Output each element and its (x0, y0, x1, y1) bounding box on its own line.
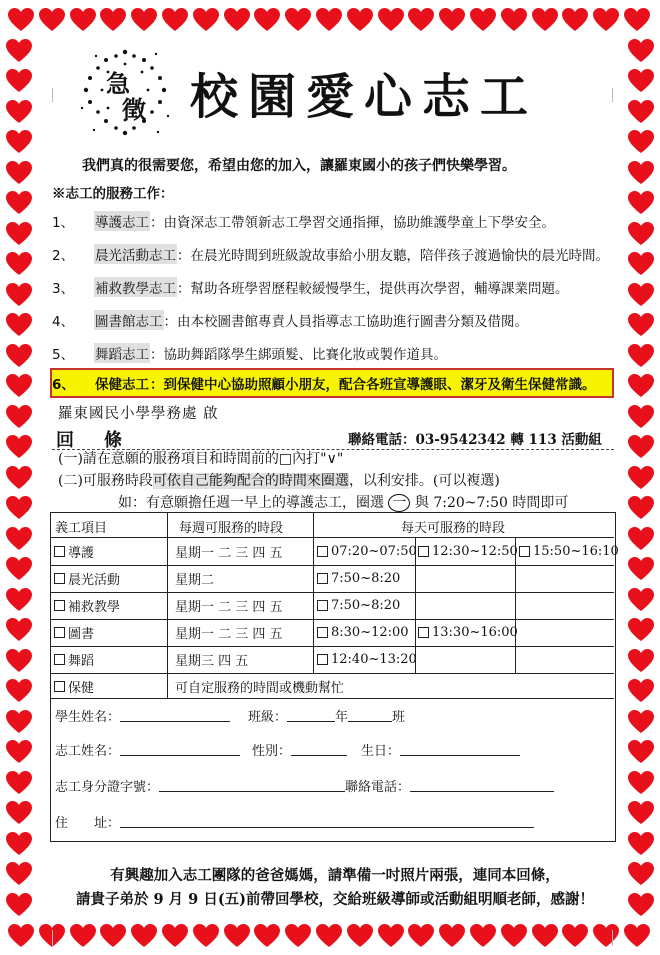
time-slot: 15:50~16:10 (533, 544, 619, 559)
margin-mark (612, 88, 613, 102)
table-row-week (175, 539, 283, 564)
example-circled: 一 (388, 494, 410, 512)
heart-icon (628, 283, 654, 307)
heart-icon (162, 924, 188, 948)
heart-icon (224, 924, 250, 948)
table-row-item (54, 539, 94, 564)
table-row-item (54, 566, 120, 591)
note-2-a: (二)可服務時段 (58, 473, 153, 489)
student-name-label: 學生姓名： (55, 709, 121, 725)
heart-icon (6, 191, 32, 215)
example-note (118, 492, 568, 512)
service-desc: ：由本校圖書館專責人員指導志工協助進行圖書分類及借閱。 (163, 314, 528, 330)
volunteer-name-input[interactable] (120, 742, 240, 756)
checkbox-icon[interactable] (54, 627, 65, 638)
week-options[interactable]: 星期三 四 五 (175, 654, 249, 669)
header-week: 每週可服務的時段 (179, 520, 284, 536)
heart-icon (628, 679, 654, 703)
heart-icon (624, 8, 650, 32)
birthday-label: 生日： (361, 743, 401, 759)
heart-icon (628, 771, 654, 795)
table-line (51, 537, 614, 538)
checkbox-icon[interactable] (418, 546, 429, 557)
checkbox-icon[interactable] (317, 627, 328, 638)
heart-icon (6, 496, 32, 520)
page-title: 校園愛心志工 (190, 69, 539, 125)
service-item-label: 圖書 (68, 627, 95, 642)
heart-icon (628, 710, 654, 734)
intro-text: 我們真的很需要您，希望由您的加入，讓羅東國小的孩子們快樂學習。 (82, 158, 516, 174)
table-row-item (54, 647, 94, 672)
service-item-label: 補救教學 (68, 600, 121, 615)
heart-icon (6, 893, 32, 917)
service-name: 補救教學志工 (94, 277, 177, 297)
contact-phone: 聯絡電話：03-9542342 轉 113 活動組 (348, 432, 602, 448)
heart-icon (8, 8, 34, 32)
heart-icon (628, 557, 654, 581)
margin-mark (612, 930, 613, 946)
table-row-time-3 (519, 539, 619, 564)
heart-icon (193, 924, 219, 948)
time-slot: 07:20~07:50 (331, 544, 417, 559)
class-label: 班級： (248, 709, 288, 725)
heart-icon (6, 161, 32, 185)
note-2-c: ，以利安排。(可以複選) (348, 473, 500, 489)
table-row-week (175, 620, 283, 645)
checkbox-icon[interactable] (317, 573, 328, 584)
heart-icon (6, 862, 32, 886)
heart-icon (628, 39, 654, 63)
time-slot: 7:50~8:20 (331, 571, 401, 586)
receipt-title: 回條 (56, 430, 152, 451)
heart-icon (593, 8, 619, 32)
heart-icon (501, 924, 527, 948)
heart-icon (624, 924, 650, 948)
heart-icon (6, 771, 32, 795)
heart-icon (347, 8, 373, 32)
heart-icon (628, 405, 654, 429)
table-row-week (175, 647, 248, 672)
heart-icon (100, 924, 126, 948)
table-row-time-2 (418, 620, 518, 645)
service-desc: ：由資深志工帶領新志工學習交通指揮，協助維護學童上下學安全。 (150, 215, 555, 231)
checkbox-icon[interactable] (317, 546, 328, 557)
service-item (52, 209, 555, 233)
gender-input[interactable] (291, 742, 347, 756)
heart-icon (6, 130, 32, 154)
address-row (55, 807, 534, 835)
service-item-label: 保健 (68, 681, 95, 696)
heart-icon (628, 344, 654, 368)
service-desc: ：協助舞蹈隊學生綁頭髮、比賽化妝或製作道具。 (150, 347, 447, 363)
table-line (313, 513, 314, 673)
service-item (52, 371, 596, 395)
week-options[interactable]: 星期一 二 三 四 五 (175, 627, 283, 642)
address-label: 住 址： (55, 815, 121, 831)
heart-icon (532, 924, 558, 948)
heart-icon (6, 466, 32, 490)
service-item (52, 275, 569, 299)
heart-icon (628, 588, 654, 612)
footer-line-1: 有興趣加入志工團隊的爸爸媽媽，請準備一吋照片兩張，連同本回條， (110, 867, 560, 884)
heart-icon (628, 252, 654, 276)
heart-icon (162, 8, 188, 32)
week-options[interactable]: 星期二 (175, 573, 215, 588)
table-row-item (54, 674, 94, 699)
heart-icon (6, 222, 32, 246)
heart-icon (6, 405, 32, 429)
heart-icon (6, 283, 32, 307)
service-number: 2、 (52, 248, 75, 264)
heart-icon (628, 435, 654, 459)
id-row (55, 771, 554, 799)
grade-input[interactable] (287, 708, 335, 722)
table-row-time-2 (418, 539, 518, 564)
week-options[interactable]: 可自定服務的時間或機動幫忙 (175, 681, 345, 696)
heart-icon (193, 8, 219, 32)
heart-icon (6, 435, 32, 459)
service-item-label: 導護 (68, 546, 95, 561)
header-day: 每天可服務的時段 (401, 520, 506, 536)
time-slot: 7:50~8:20 (331, 598, 401, 613)
checkbox-icon[interactable] (519, 546, 530, 557)
note-2 (58, 470, 500, 490)
id-input[interactable] (159, 778, 345, 792)
checkbox-icon[interactable] (54, 546, 65, 557)
address-input[interactable] (120, 814, 534, 828)
heart-icon (70, 8, 96, 32)
heart-icon (628, 801, 654, 825)
phone-input[interactable] (410, 778, 554, 792)
checkbox-icon[interactable] (54, 681, 65, 692)
service-number: 6、 (52, 377, 75, 393)
table-row-week (175, 674, 344, 699)
heart-icon (254, 924, 280, 948)
table-line (167, 513, 168, 698)
heart-icon (70, 924, 96, 948)
heart-icon (439, 924, 465, 948)
heart-icon (6, 527, 32, 551)
time-slot: 12:30~12:50 (432, 544, 518, 559)
checkbox-icon[interactable] (54, 573, 65, 584)
student-name-row (55, 701, 405, 729)
checkbox-icon[interactable] (317, 600, 328, 611)
service-name: 舞蹈志工 (94, 343, 150, 363)
heart-icon (408, 924, 434, 948)
grade-label: 年 (335, 709, 349, 725)
service-desc: ：在晨光時間到班級說故事給小朋友聽，陪伴孩子渡過愉快的晨光時間。 (177, 248, 609, 264)
heart-icon (6, 618, 32, 642)
service-number: 1、 (52, 215, 75, 231)
heart-icon (6, 588, 32, 612)
birthday-input[interactable] (400, 742, 520, 756)
table-row-item (54, 593, 120, 618)
signature: 羅東國民小學學務處 啟 (58, 406, 219, 422)
time-slot: 13:30~16:00 (432, 625, 518, 640)
table-row-week (175, 566, 214, 591)
heart-icon (347, 924, 373, 948)
heart-icon (6, 344, 32, 368)
margin-mark (52, 88, 53, 102)
service-item-label: 晨光活動 (68, 573, 121, 588)
phone-label: 聯絡電話： (345, 779, 411, 795)
heart-icon (562, 924, 588, 948)
volunteer-name-row (55, 735, 520, 763)
checkbox-icon[interactable] (54, 600, 65, 611)
checkbox-icon[interactable] (418, 627, 429, 638)
heart-icon (131, 8, 157, 32)
heart-icon (470, 8, 496, 32)
heart-icon (562, 8, 588, 32)
heart-icon (285, 924, 311, 948)
heart-icon (6, 710, 32, 734)
heart-icon (8, 924, 34, 948)
services-heading: ※志工的服務工作： (52, 186, 174, 202)
table-row-time-1 (317, 566, 400, 591)
heart-icon (408, 8, 434, 32)
heart-icon (378, 8, 404, 32)
service-item (52, 242, 609, 266)
volunteer-form-table (50, 512, 619, 842)
heart-icon (628, 466, 654, 490)
heart-icon (628, 740, 654, 764)
heart-icon (316, 8, 342, 32)
footer-line-2: 請貴子弟於 9 月 9 日(五)前帶回學校，交給班級導師或活動組明順老師，感謝！ (75, 891, 595, 908)
heart-icon (439, 8, 465, 32)
checkbox-icon[interactable] (317, 654, 328, 665)
checkbox-icon[interactable] (54, 654, 65, 665)
heart-icon (532, 8, 558, 32)
gender-label: 性別： (252, 743, 292, 759)
service-number: 5、 (52, 347, 75, 363)
service-number: 4、 (52, 314, 75, 330)
heart-icon (254, 8, 280, 32)
heart-icon (628, 527, 654, 551)
heart-icon (285, 8, 311, 32)
margin-mark (52, 930, 53, 946)
heart-icon (628, 161, 654, 185)
stamp-char-1: 急 (106, 70, 130, 98)
heart-icon (628, 130, 654, 154)
example-a: 如：有意願擔任週一早上的導護志工，圈選 (118, 495, 384, 511)
heart-icon (6, 801, 32, 825)
heart-icon (628, 222, 654, 246)
heart-icon (6, 832, 32, 856)
heart-icon (501, 8, 527, 32)
id-label: 志工身分證字號： (55, 779, 160, 795)
heart-icon (224, 8, 250, 32)
service-name: 晨光活動志工 (94, 244, 177, 264)
heart-icon (6, 39, 32, 63)
footer-note (52, 864, 618, 912)
heart-icon (378, 924, 404, 948)
heart-icon (628, 191, 654, 215)
note-2-b: 可依自己能夠配合的時間來圈選 (152, 473, 349, 489)
example-b: 與 7:20~7:50 時間即可 (414, 495, 569, 511)
service-item-label: 舞蹈 (68, 654, 95, 669)
table-row-time-1 (317, 593, 400, 618)
table-row-time-1 (317, 539, 417, 564)
table-row-item (54, 620, 94, 645)
starburst-icon (76, 46, 174, 138)
heart-icon (470, 924, 496, 948)
heart-icon (6, 69, 32, 93)
service-number: 3、 (52, 281, 75, 297)
heart-icon (628, 618, 654, 642)
heart-icon (6, 679, 32, 703)
heart-icon (6, 100, 32, 124)
heart-icon (39, 8, 65, 32)
heart-icon (628, 832, 654, 856)
class-suffix: 班 (392, 709, 406, 725)
week-options[interactable]: 星期一 二 三 四 五 (175, 546, 283, 561)
heart-icon (593, 924, 619, 948)
time-slot: 8:30~12:00 (331, 625, 409, 640)
heart-icon (6, 649, 32, 673)
service-name: 圖書館志工 (94, 310, 164, 330)
heart-icon (6, 374, 32, 398)
heart-icon (100, 8, 126, 32)
service-item (52, 341, 447, 365)
heart-icon (628, 893, 654, 917)
table-row-time-1 (317, 647, 417, 672)
service-desc: ：到保健中心協助照顧小朋友，配合各班宣導護眼、潔牙及衛生保健常識。 (150, 377, 596, 393)
service-name: 保健志工 (95, 377, 149, 393)
time-slot: 12:40~13:20 (331, 652, 417, 667)
heart-icon (628, 374, 654, 398)
heart-icon (6, 252, 32, 276)
class-input[interactable] (348, 708, 392, 722)
heart-icon (628, 313, 654, 337)
heart-icon (131, 924, 157, 948)
heart-icon (316, 924, 342, 948)
service-desc: ：幫助各班學習歷程較緩慢學生，提供再次學習，輔導課業問題。 (177, 281, 569, 297)
heart-icon (628, 649, 654, 673)
stamp-char-2: 徵 (122, 96, 146, 124)
heart-icon (628, 100, 654, 124)
student-name-input[interactable] (120, 708, 230, 722)
heart-icon (628, 862, 654, 886)
heart-icon (628, 496, 654, 520)
heart-icon (6, 313, 32, 337)
service-name: 導護志工 (94, 211, 150, 231)
heart-icon (6, 557, 32, 581)
table-row-week (175, 593, 283, 618)
heart-icon (6, 740, 32, 764)
note-1: (一)請在意願的服務項目和時間前的□內打"∨" (58, 451, 344, 467)
volunteer-name-label: 志工姓名： (55, 743, 121, 759)
table-row-time-1 (317, 620, 409, 645)
heart-icon (628, 69, 654, 93)
service-item (52, 308, 528, 332)
week-options[interactable]: 星期一 二 三 四 五 (175, 600, 283, 615)
header-item: 義工項目 (55, 520, 108, 536)
